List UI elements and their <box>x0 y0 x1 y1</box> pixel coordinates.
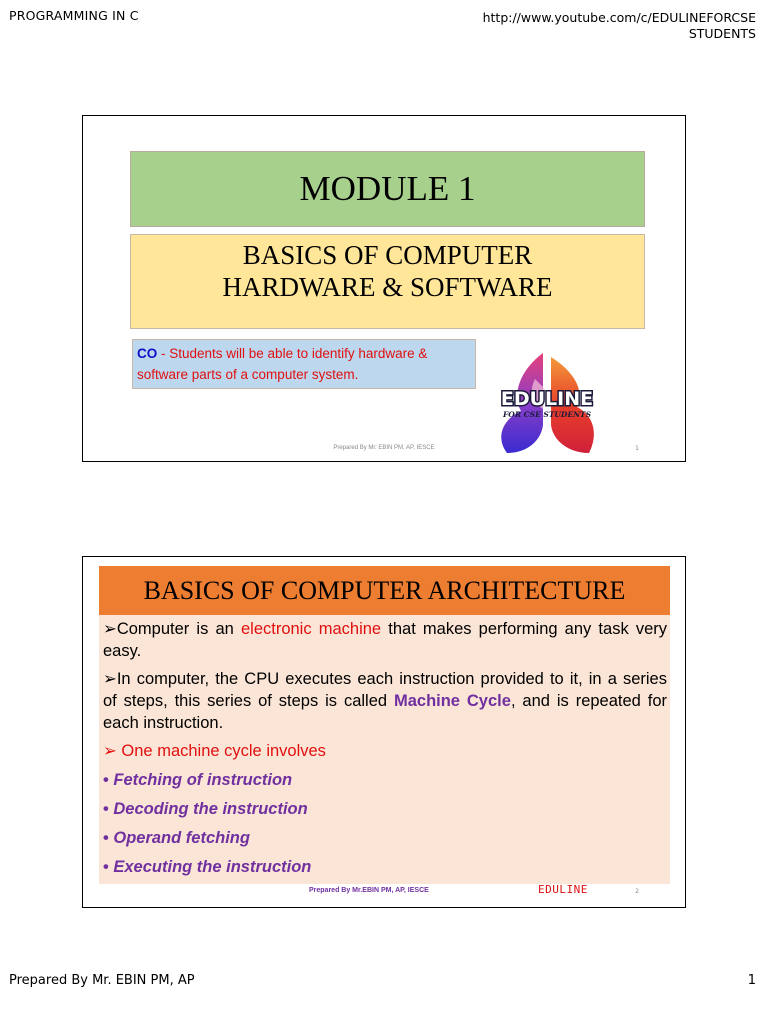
bullet-dot-icon: • <box>103 800 114 818</box>
header-url-line1[interactable]: http://www.youtube.com/c/EDULINEFORCSE <box>482 10 756 25</box>
header-url[interactable] <box>483 8 756 44</box>
list-item <box>103 856 667 878</box>
bullet-dot-icon: • <box>103 829 114 847</box>
slide2-brand: EDULINE <box>538 883 588 896</box>
architecture-title-bar <box>99 566 670 615</box>
arrow-bullet-icon: ➢ <box>103 620 117 638</box>
list-item-text: Decoding the instruction <box>113 800 308 818</box>
architecture-text <box>103 618 667 878</box>
p1-text-pre: Computer is an <box>116 620 241 638</box>
slide1-page-number: 1 <box>635 445 639 452</box>
list-item <box>103 769 667 791</box>
architecture-title: BASICS OF COMPUTER ARCHITECTURE <box>143 575 626 605</box>
module-title-box <box>130 151 645 227</box>
paragraph-1 <box>103 618 667 662</box>
slide2-page-number: 2 <box>635 888 639 895</box>
list-item <box>103 827 667 849</box>
module-subtitle-line1: BASICS OF COMPUTER <box>242 240 533 270</box>
bullet-dot-icon: • <box>103 858 114 876</box>
slide2-footer: Prepared By Mr.EBIN PM, AP, IESCE <box>309 887 429 894</box>
module-subtitle-box <box>130 234 645 329</box>
list-item-text: Fetching of instruction <box>113 771 293 789</box>
header-url-line2[interactable]: STUDENTS <box>688 26 756 41</box>
arrow-bullet-icon: ➢ <box>103 670 117 688</box>
page-footer-author: Prepared By Mr. EBIN PM, AP <box>9 973 195 988</box>
course-outcome-box <box>132 339 476 389</box>
co-text: - Students will be able to identify hardware & software parts of a computer system. <box>137 346 428 382</box>
list-item <box>103 798 667 820</box>
slide-1 <box>82 115 686 462</box>
module-title: MODULE 1 <box>299 169 476 208</box>
module-subtitle-line2: HARDWARE & SOFTWARE <box>222 272 553 302</box>
svg-text:FOR CSE STUDENTS: FOR CSE STUDENTS <box>502 410 592 419</box>
paragraph-2 <box>103 668 667 734</box>
svg-text:EDULINE: EDULINE <box>500 388 594 410</box>
architecture-content <box>99 566 670 884</box>
p2-text-post: , and is repeated for each instruction. <box>103 692 667 732</box>
slide1-footer: Prepared By Mr. EBIN PM, AP, IESCE <box>333 445 435 451</box>
co-label: CO <box>137 346 158 361</box>
arrow-bullet-icon: ➢ <box>103 742 122 760</box>
list-item-text: Operand fetching <box>113 829 250 847</box>
bullet-dot-icon: • <box>103 771 114 789</box>
slide-2 <box>82 556 686 908</box>
p1-text-post: that makes performing any task very easy. <box>103 620 668 660</box>
p2-highlight: Machine Cycle <box>393 692 511 710</box>
header-course-title: PROGRAMMING IN C <box>9 8 139 23</box>
p2-text-pre: In computer, the CPU executes each instruction provided to it, in a series of steps, this series of steps is called <box>103 670 667 710</box>
eduline-logo-icon <box>481 349 613 457</box>
page-number: 1 <box>747 973 756 988</box>
paragraph-3 <box>103 740 667 762</box>
p3-text: One machine cycle involves <box>121 742 326 760</box>
p1-highlight: electronic machine <box>240 620 382 638</box>
list-item-text: Executing the instruction <box>113 858 312 876</box>
